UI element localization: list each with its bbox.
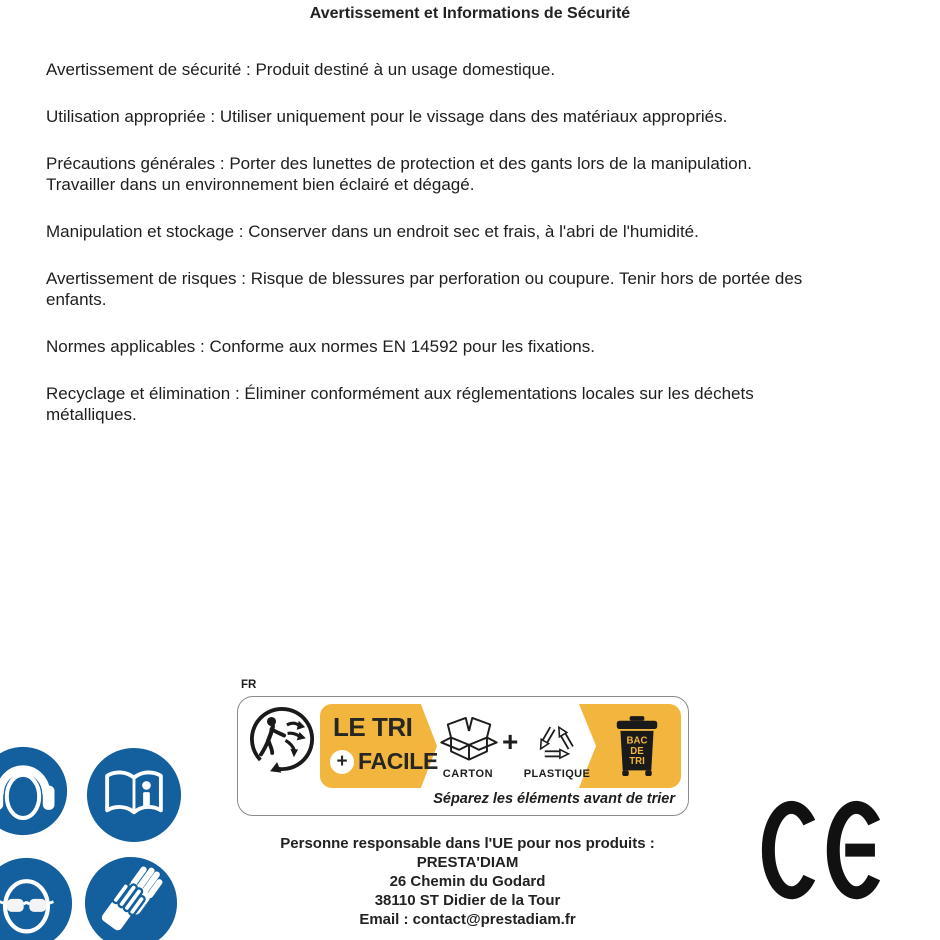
text-line: Manipulation et stockage : Conserver dans un endroit sec et frais, à l'abri de l'humidité. <box>46 222 699 241</box>
text-line: métalliques. <box>46 405 137 424</box>
material-label-carton: CARTON <box>442 768 494 780</box>
wear-eye-protection-icon <box>0 857 73 940</box>
sort-instruction-note: Séparez les éléments avant de trier <box>433 791 675 807</box>
paragraph-risk-warning <box>46 268 928 310</box>
paragraph-appropriate-use <box>46 106 928 127</box>
document-title: Avertissement et Informations de Sécurité <box>309 5 631 22</box>
plus-separator: + <box>502 726 519 757</box>
triman-icon <box>247 704 317 774</box>
text-line: Utilisation appropriée : Utiliser uniquement pour le vissage dans des matériaux appropriés. <box>46 107 728 126</box>
bin-text-line: BAC <box>626 735 648 747</box>
material-label-plastique: PLASTIQUE <box>523 768 591 780</box>
safety-text <box>46 59 928 451</box>
text-line: Précautions générales : Porter des lunettes de protection et des gants lors de la manipulation. <box>46 154 752 173</box>
paragraph-standards <box>46 336 928 357</box>
plus-circle-icon: + <box>330 750 354 774</box>
read-instruction-manual-icon <box>86 747 182 843</box>
tri-headline-bottom-row <box>330 748 438 775</box>
company-name: PRESTA'DIAM <box>416 854 519 871</box>
tri-yellow-band <box>320 704 681 788</box>
address-street: 26 Chemin du Godard <box>389 873 546 890</box>
ce-mark-icon <box>757 800 902 902</box>
tri-headline-bottom: FACILE <box>358 748 438 774</box>
paragraph-safety-warning <box>46 59 928 80</box>
wear-ear-protection-icon <box>0 746 68 836</box>
address-city: 38110 ST Didier de la Tour <box>374 892 561 909</box>
sorting-bin-icon <box>614 715 660 778</box>
contact-email: Email : contact@prestadiam.fr <box>359 911 576 928</box>
paragraph-recycling <box>46 383 928 425</box>
text-line: Travailler dans un environnement bien éclairé et dégagé. <box>46 175 475 194</box>
text-line: Avertissement de risques : Risque de blessures par perforation ou coupure. Tenir hors de portée des <box>46 269 803 288</box>
bin-text-line: DE <box>630 745 644 757</box>
bin-text-line: TRI <box>629 755 645 767</box>
text-line: enfants. <box>46 290 107 309</box>
responsible-person-block <box>195 834 740 929</box>
paragraph-general-precautions <box>46 153 928 195</box>
text-line: Recyclage et élimination : Éliminer conformément aux réglementations locales sur les déchets <box>46 384 754 403</box>
text-line: Normes applicables : Conforme aux normes EN 14592 pour les fixations. <box>46 337 595 356</box>
paragraph-handling-storage <box>46 221 928 242</box>
carton-box-icon <box>438 714 500 766</box>
wear-protective-gloves-icon <box>84 856 178 940</box>
plastique-recycling-icon <box>530 717 582 767</box>
tri-headline-top: LE TRI <box>333 712 413 742</box>
country-code-label: FR <box>241 679 257 691</box>
info-tri-label <box>237 696 689 816</box>
text-line: Avertissement de sécurité : Produit destiné à un usage domestique. <box>46 60 556 79</box>
responsible-line: Personne responsable dans l'UE pour nos produits : <box>280 835 655 852</box>
